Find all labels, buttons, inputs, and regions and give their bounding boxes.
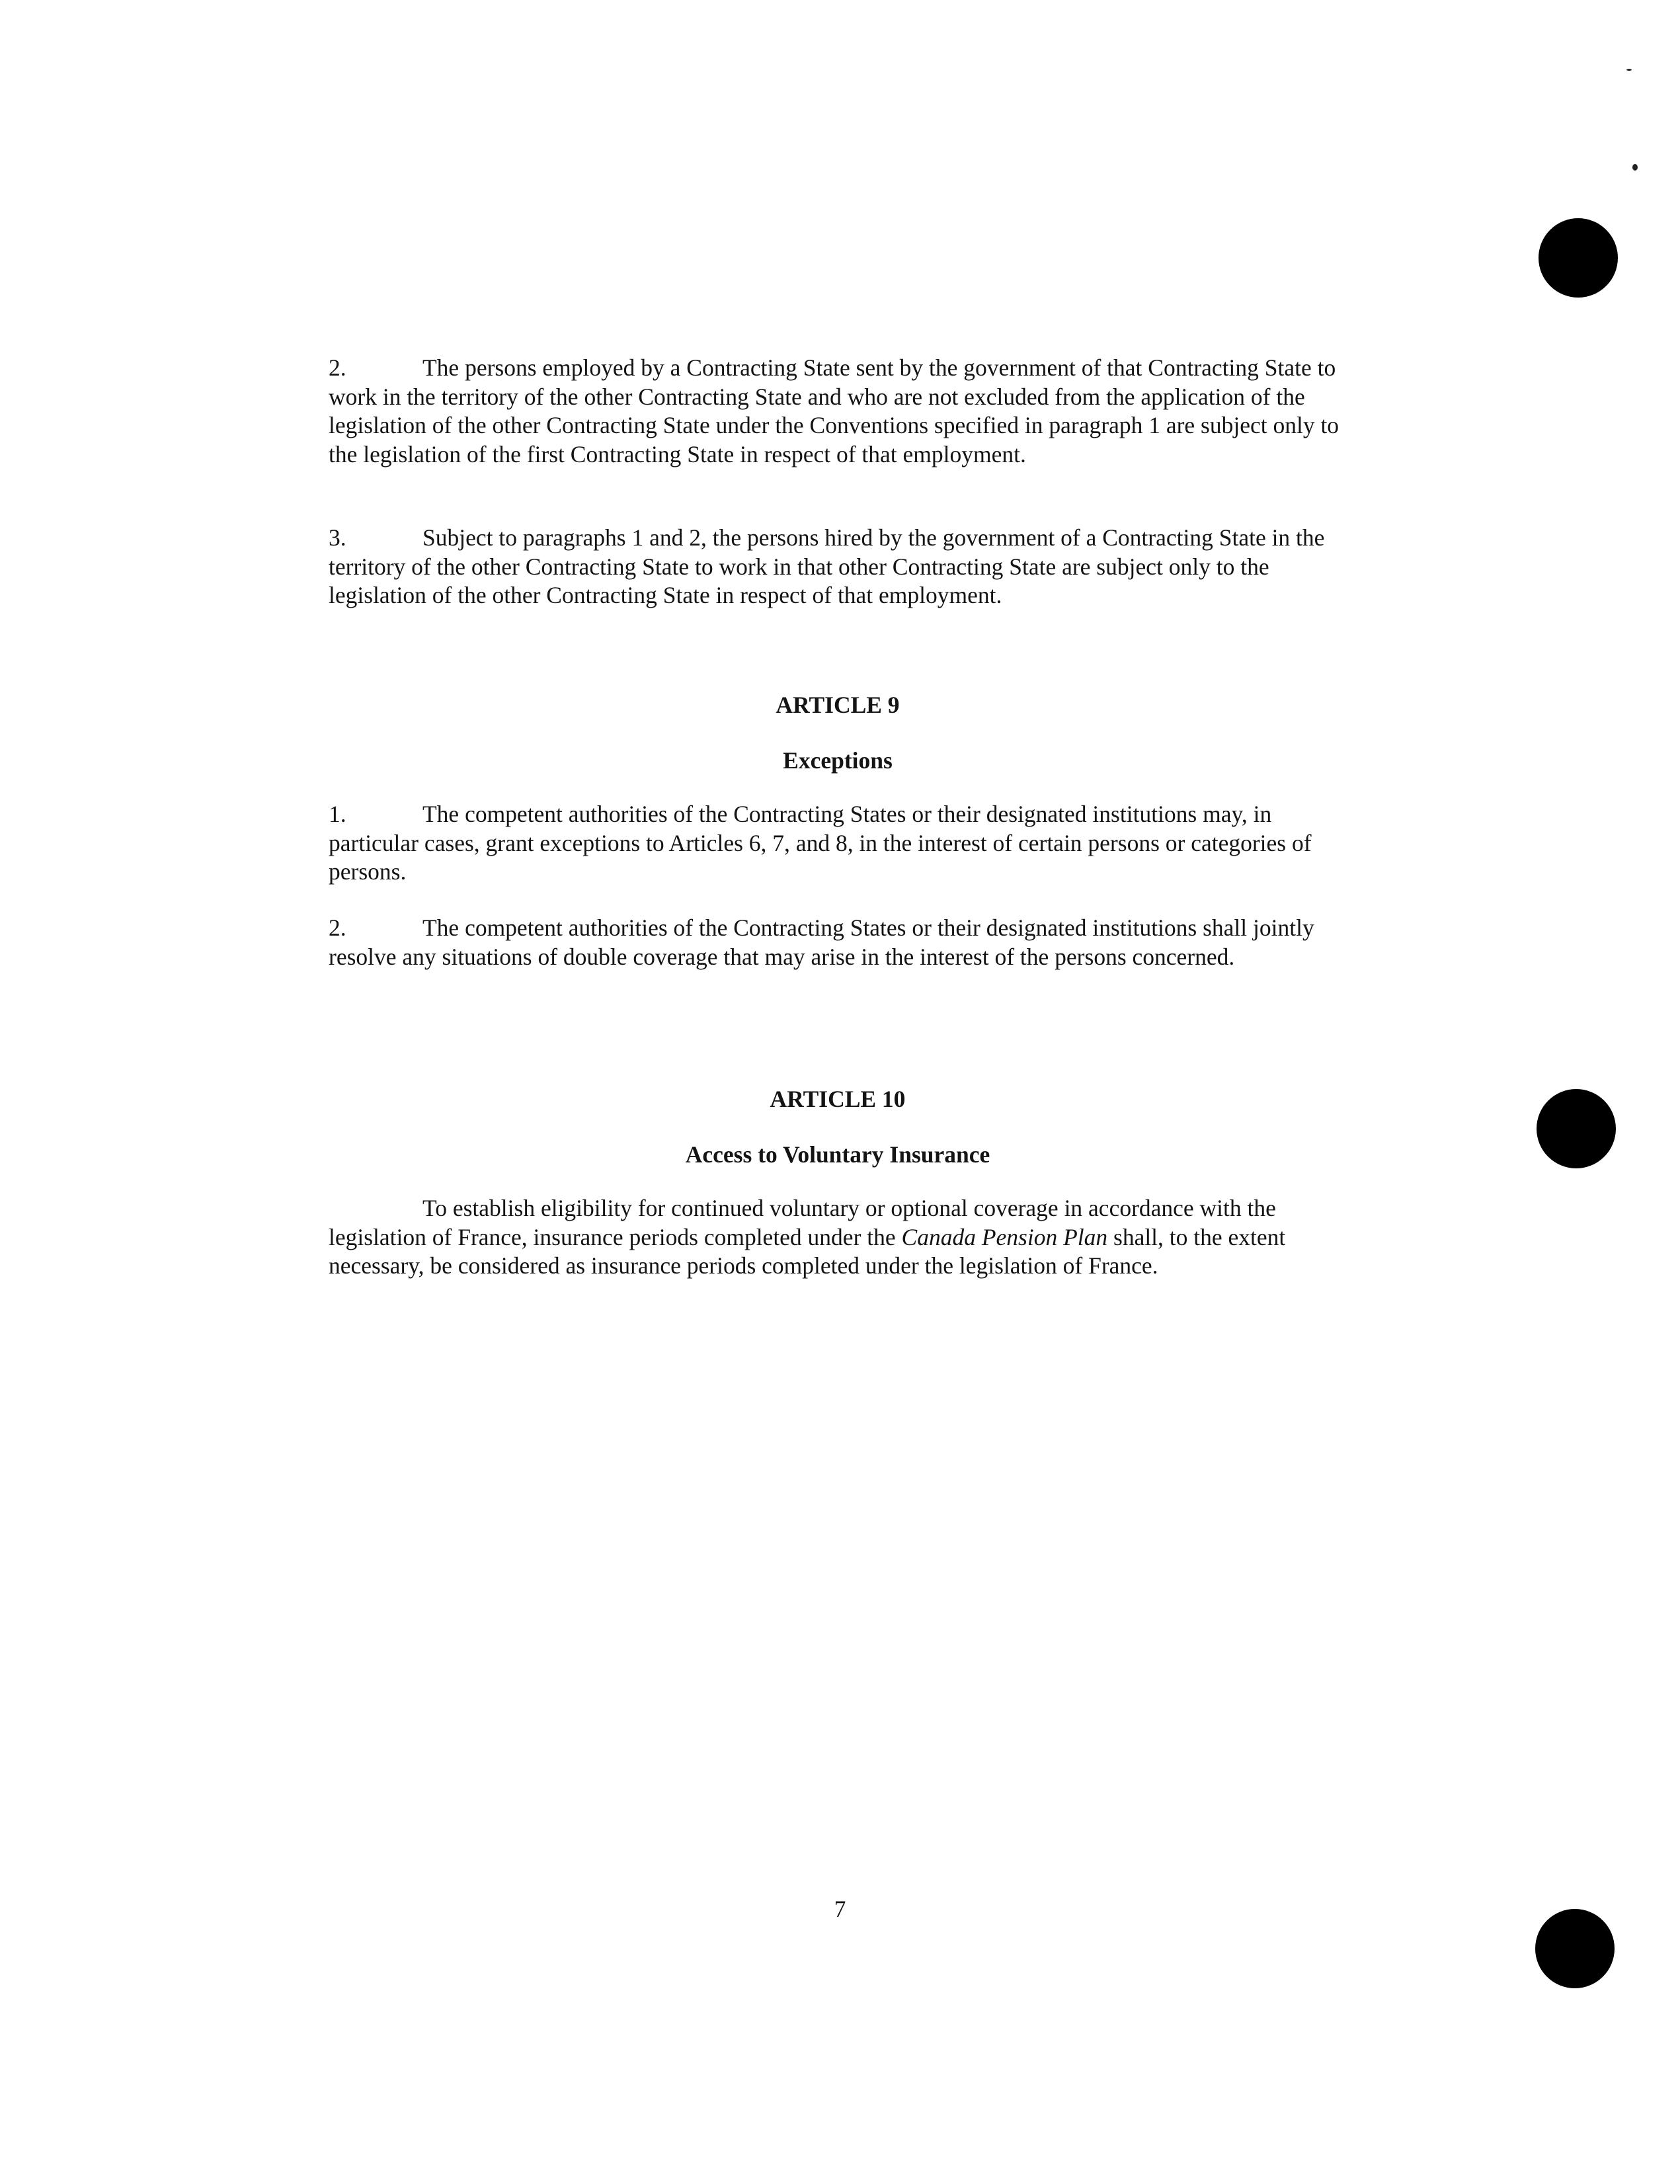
paragraph-text-after: shall, to the extent necessary, be considered as insurance periods completed under the legislation of France. xyxy=(329,1223,1286,1279)
paragraph-text: The competent authorities of the Contracting States or their designated institutions may, in particular cases, grant exceptions to Articles 6, 7, and 8, in the interest of certain persons or categories of persons. xyxy=(329,801,1312,885)
article10-heading: ARTICLE 10 xyxy=(770,1086,906,1112)
paragraph-2 xyxy=(329,354,1347,469)
article9-paragraph-2 xyxy=(329,914,1347,971)
article9-heading: ARTICLE 9 xyxy=(776,692,900,718)
paragraph-text: The competent authorities of the Contracting States or their designated institutions shall jointly resolve any situations of double coverage that may arise in the interest of the persons concerned. xyxy=(329,914,1314,970)
article9-paragraph-2-block xyxy=(329,914,1347,971)
article8-continuation-3 xyxy=(329,524,1347,610)
article9-subheading: Exceptions xyxy=(783,747,893,774)
article9-paragraph-1 xyxy=(329,800,1347,887)
paragraph-text-before: To establish eligibility for continued voluntary or optional coverage in accordance with the legislation of France, insurance periods completed under the xyxy=(329,1195,1276,1250)
paragraph-text-italic: Canada Pension Plan xyxy=(901,1223,1108,1250)
scan-speck xyxy=(1632,164,1638,171)
paragraph-text: The persons employed by a Contracting State sent by the government of that Contracting State to work in the territory of the other Contracting State and who are not excluded from the application of the legislation of the other Contracting State under the Conventions specified in paragraph 1 are subject only to the legislation of the first Contracting State in respect of that employment. xyxy=(329,354,1340,467)
punch-hole-top xyxy=(1539,218,1618,298)
paragraph-text: Subject to paragraphs 1 and 2, the persons hired by the government of a Contracting State in the territory of the other Contracting State to work in that other Contracting State are subject only to the legislation of the other Contracting State in respect of that employment. xyxy=(329,524,1325,608)
article10-subheading: Access to Voluntary Insurance xyxy=(685,1141,990,1168)
article8-continuation xyxy=(329,354,1347,469)
scan-speck xyxy=(1626,69,1632,71)
article10-paragraph-block xyxy=(329,1194,1347,1281)
page-number: 7 xyxy=(834,1896,846,1922)
paragraph-3 xyxy=(329,524,1347,610)
paragraph-number: 1. xyxy=(329,801,346,827)
punch-hole-middle xyxy=(1537,1089,1616,1168)
article10-paragraph xyxy=(329,1194,1347,1281)
paragraph-number: 2. xyxy=(329,354,346,381)
paragraph-number: 2. xyxy=(329,914,346,941)
paragraph-number: 3. xyxy=(329,524,346,551)
article9-paragraph-1-block xyxy=(329,800,1347,887)
